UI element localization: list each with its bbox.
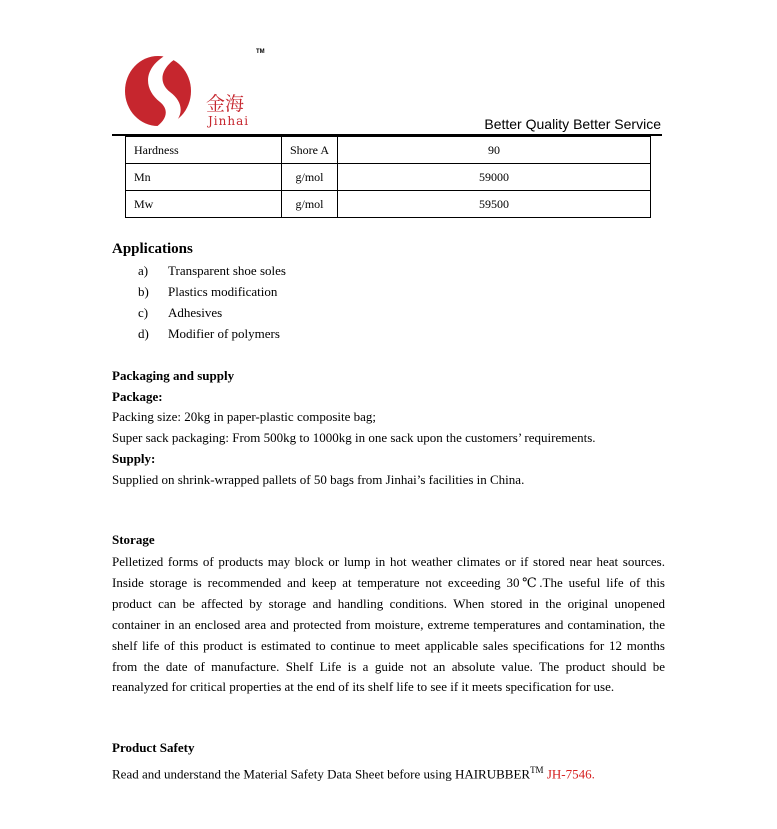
safety-sentence: Read and understand the Material Safety Data Sheet before using HAIRUBBER (112, 766, 531, 782)
logo-mark-icon (120, 48, 270, 132)
table-row (126, 191, 651, 218)
table-cell-property: Mw (126, 191, 282, 218)
applications-heading: Applications (112, 241, 193, 257)
list-item-text: Plastics modification (168, 284, 278, 299)
list-item-letter: a) (138, 263, 149, 278)
package-line-sack: Super sack packaging: From 500kg to 1000kg in one sack upon the customers’ requirements. (112, 430, 596, 446)
trademark-mark: TM (256, 49, 265, 55)
list-item-text: Transparent shoe soles (168, 263, 286, 278)
trademark-superscript: TM (530, 765, 544, 775)
logo-chinese-text: 金海 (206, 93, 245, 115)
table-cell-unit: g/mol (282, 191, 338, 218)
product-safety-text (112, 760, 595, 784)
package-label: Package: (112, 388, 163, 404)
table-cell-value: 59500 (338, 191, 651, 218)
table-cell-value: 90 (338, 137, 651, 164)
applications-list (138, 262, 286, 346)
storage-heading: Storage (112, 532, 155, 547)
storage-paragraph: Pelletized forms of products may block or lump in hot weather climates or if stored near heat sources. Inside storage is recommended and keep at temperature not exceeding 30℃.The useful life of this product can be affected by storage and handling conditions. When stored in the original unopened container in an enclosed area and protected from moisture, extreme temperatures and contamination, the shelf life of this product is estimated to continue to meet applicable sales specifications for 12 months from the date of manufacture. Shelf Life is a guide not an absolute value. The product should be reanalyzed for critical properties at the end of its shelf life to see if it meets specification for use. (112, 554, 665, 695)
logo-english-text: Jinhai (208, 114, 250, 128)
table-cell-property: Hardness (126, 137, 282, 164)
table-cell-unit: g/mol (282, 164, 338, 191)
package-line-size: Packing size: 20kg in paper-plastic composite bag; (112, 409, 377, 425)
list-item-letter: b) (138, 284, 149, 299)
table-cell-unit: Shore A (282, 137, 338, 164)
page-header (112, 48, 662, 136)
table-row (126, 164, 651, 191)
product-code: JH-7546. (543, 766, 595, 782)
tagline: Better Quality Better Service (484, 116, 661, 132)
jinhai-logo (120, 48, 270, 132)
table-cell-property: Mn (126, 164, 282, 191)
list-item (138, 262, 286, 283)
packaging-heading: Packaging and supply (112, 368, 235, 383)
product-safety-heading: Product Safety (112, 740, 195, 755)
list-item-text: Modifier of polymers (168, 326, 280, 341)
supply-line: Supplied on shrink-wrapped pallets of 50 bags from Jinhai’s facilities in China. (112, 471, 525, 487)
list-item (138, 304, 286, 325)
list-item-letter: d) (138, 326, 149, 341)
properties-table (125, 136, 651, 218)
list-item (138, 325, 286, 346)
list-item-text: Adhesives (168, 305, 223, 320)
supply-label: Supply: (112, 450, 156, 466)
list-item-letter: c) (138, 305, 149, 320)
table-cell-value: 59000 (338, 164, 651, 191)
table-row (126, 137, 651, 164)
list-item (138, 283, 286, 304)
packaging-section (112, 366, 672, 490)
